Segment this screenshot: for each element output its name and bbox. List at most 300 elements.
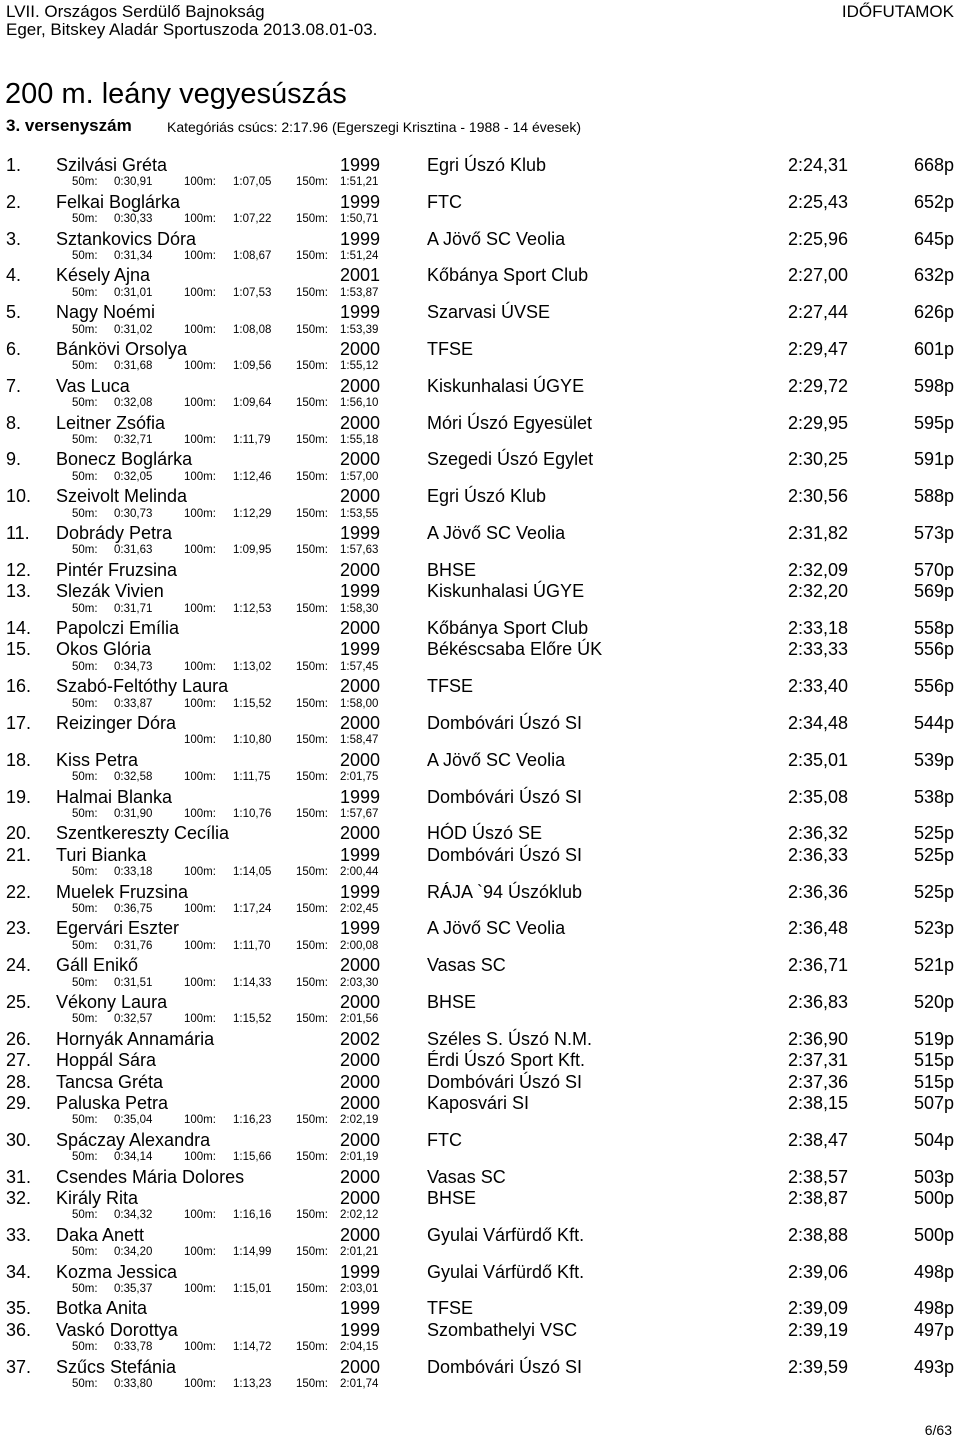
split-label: 150m: — [296, 1114, 328, 1127]
split-value: 2:02,45 — [340, 903, 379, 915]
split-label: 150m: — [296, 1151, 328, 1164]
split-label: 100m: — [184, 544, 216, 557]
points: 503p — [913, 1166, 954, 1187]
swimmer-name: Vas Luca — [56, 375, 130, 396]
swimmer-name: Szilvási Gréta — [56, 155, 168, 175]
result-row — [0, 1188, 960, 1210]
result-time: 2:38,87 — [788, 1188, 849, 1208]
split-label: 150m: — [296, 866, 328, 879]
place: 32. — [6, 1188, 32, 1208]
split-times — [0, 1209, 960, 1224]
split-label: 150m: — [296, 808, 328, 820]
split-value: 1:58,47 — [340, 734, 379, 747]
swimmer-name: Sztankovics Dóra — [56, 228, 197, 249]
birth-year: 1999 — [340, 1319, 381, 1340]
points: 525p — [913, 823, 954, 844]
split-label: 50m: — [72, 397, 98, 410]
result-row — [0, 1262, 960, 1284]
birth-year: 2000 — [340, 823, 381, 844]
points: 668p — [913, 155, 954, 175]
split-label: 100m: — [184, 213, 216, 226]
split-value: 1:12,29 — [233, 507, 272, 520]
result-time: 2:30,25 — [788, 449, 849, 470]
place: 16. — [6, 676, 32, 697]
split-label: 50m: — [72, 771, 98, 784]
split-value: 1:08,67 — [233, 250, 272, 262]
points: 519p — [913, 1028, 954, 1049]
split-label: 150m: — [296, 286, 328, 299]
points: 523p — [913, 918, 954, 939]
swimmer-name: Tancsa Gréta — [56, 1071, 164, 1092]
split-times — [0, 603, 960, 618]
split-label: 50m: — [72, 697, 98, 710]
split-value: 1:07,53 — [233, 286, 272, 299]
split-value: 1:57,67 — [340, 808, 379, 820]
place: 1. — [6, 155, 22, 175]
place: 22. — [6, 881, 32, 902]
split-value: 1:11,75 — [233, 771, 271, 784]
split-value: 1:13,23 — [233, 1378, 272, 1390]
split-times — [0, 508, 960, 523]
points: 588p — [913, 486, 954, 507]
split-label: 50m: — [72, 1283, 98, 1295]
split-label: 50m: — [72, 602, 98, 615]
result-time: 2:37,36 — [788, 1071, 849, 1092]
swimmer-name: Okos Glória — [56, 639, 152, 660]
points: 515p — [913, 1071, 954, 1092]
result-row — [0, 413, 960, 435]
points: 598p — [913, 375, 954, 396]
split-value: 0:34,73 — [114, 660, 153, 673]
points: 538p — [913, 786, 954, 807]
split-times — [0, 1246, 960, 1261]
split-value: 1:58,00 — [340, 697, 379, 710]
split-value: 2:03,01 — [340, 1283, 379, 1295]
birth-year: 2000 — [340, 1071, 381, 1092]
club-name: Dombóvári Úszó SI — [427, 1356, 583, 1377]
split-label: 100m: — [184, 697, 216, 710]
place: 14. — [6, 618, 32, 638]
split-times — [0, 176, 960, 191]
result-time: 2:36,71 — [788, 955, 849, 976]
points: 632p — [913, 265, 954, 286]
points: 498p — [913, 1298, 954, 1319]
club-name: Móri Úszó Egyesület — [427, 412, 593, 433]
result-row — [0, 155, 960, 177]
result-time: 2:35,08 — [788, 786, 849, 807]
place: 20. — [6, 823, 32, 844]
points: 539p — [913, 749, 954, 770]
split-value: 0:30,91 — [114, 176, 153, 189]
split-times — [0, 1341, 960, 1356]
points: 525p — [913, 844, 954, 865]
points: 570p — [913, 559, 954, 580]
birth-year: 2000 — [340, 992, 381, 1012]
split-label: 50m: — [72, 1013, 98, 1026]
split-label: 150m: — [296, 734, 328, 747]
split-label: 100m: — [184, 250, 216, 262]
split-times — [0, 977, 960, 992]
swimmer-name: Csendes Mária Dolores — [56, 1166, 245, 1187]
birth-year: 1999 — [340, 228, 381, 249]
split-value: 0:33,80 — [114, 1378, 153, 1390]
result-time: 2:39,09 — [788, 1298, 849, 1319]
split-times — [0, 866, 960, 881]
birth-year: 2000 — [340, 676, 381, 697]
swimmer-name: Gáll Enikő — [56, 955, 139, 976]
split-label: 100m: — [184, 734, 216, 747]
place: 19. — [6, 786, 32, 807]
split-label: 100m: — [184, 176, 216, 189]
split-label: 100m: — [184, 1209, 216, 1222]
swimmer-name: Kozma Jessica — [56, 1261, 178, 1282]
split-value: 1:17,24 — [233, 903, 272, 915]
split-label: 50m: — [72, 507, 98, 520]
split-value: 0:31,63 — [114, 544, 153, 557]
place: 4. — [6, 265, 22, 286]
place: 37. — [6, 1356, 32, 1377]
split-value: 1:53,39 — [340, 323, 379, 336]
split-value: 2:01,74 — [340, 1378, 379, 1390]
split-times — [0, 1114, 960, 1129]
swimmer-name: Vaskó Dorottya — [56, 1319, 178, 1340]
club-name: BHSE — [427, 559, 477, 580]
split-label: 100m: — [184, 507, 216, 520]
birth-year: 2000 — [340, 412, 381, 433]
split-value: 0:35,37 — [114, 1283, 153, 1295]
swimmer-name: Pintér Fruzsina — [56, 559, 178, 580]
result-time: 2:32,09 — [788, 559, 849, 580]
split-label: 100m: — [184, 1341, 216, 1354]
split-label: 50m: — [72, 544, 98, 557]
result-time: 2:31,82 — [788, 523, 849, 543]
result-time: 2:38,88 — [788, 1224, 849, 1245]
birth-year: 2001 — [340, 265, 381, 286]
result-time: 2:25,43 — [788, 191, 849, 212]
split-label: 100m: — [184, 1283, 216, 1295]
club-name: Gyulai Várfürdő Kft. — [427, 1224, 585, 1245]
birth-year: 2002 — [340, 1028, 381, 1049]
place: 26. — [6, 1028, 32, 1049]
place: 28. — [6, 1071, 32, 1092]
result-time: 2:36,36 — [788, 881, 849, 902]
split-label: 150m: — [296, 660, 328, 673]
birth-year: 2000 — [340, 1224, 381, 1245]
split-value: 2:02,12 — [340, 1209, 379, 1222]
swimmer-name: Felkai Boglárka — [56, 191, 181, 212]
place: 9. — [6, 449, 22, 470]
birth-year: 2000 — [340, 1166, 381, 1187]
split-label: 50m: — [72, 1341, 98, 1354]
split-label: 50m: — [72, 976, 98, 989]
club-name: Kiskunhalasi ÚGYE — [427, 375, 585, 396]
result-row — [0, 560, 960, 582]
split-times — [0, 1013, 960, 1028]
result-row — [0, 918, 960, 940]
split-value: 0:32,57 — [114, 1013, 153, 1026]
split-label: 100m: — [184, 434, 216, 446]
birth-year: 2000 — [340, 449, 381, 470]
competition-title: LVII. Országos Serdülő Bajnokság — [6, 2, 265, 21]
birth-year: 1999 — [340, 786, 381, 807]
swimmer-name: Egervári Eszter — [56, 918, 180, 939]
club-name: BHSE — [427, 992, 477, 1012]
split-label: 150m: — [296, 397, 328, 410]
split-label: 150m: — [296, 1283, 328, 1295]
split-value: 2:00,08 — [340, 939, 379, 952]
place: 31. — [6, 1166, 32, 1187]
split-value: 0:31,90 — [114, 808, 153, 820]
birth-year: 2000 — [340, 713, 381, 733]
split-times — [0, 771, 960, 786]
club-name: Kőbánya Sport Club — [427, 265, 589, 286]
club-name: A Jövő SC Veolia — [427, 918, 566, 939]
birth-year: 1999 — [340, 523, 381, 543]
split-times — [0, 734, 960, 749]
points: 521p — [913, 955, 954, 976]
split-value: 0:33,78 — [114, 1341, 153, 1354]
result-row — [0, 1130, 960, 1152]
split-value: 2:00,44 — [340, 866, 379, 879]
category-record: Kategóriás csúcs: 2:17.96 (Egerszegi Krisztina - 1988 - 14 évesek) — [167, 119, 581, 135]
result-row — [0, 639, 960, 661]
points: 556p — [913, 639, 954, 660]
result-time: 2:35,01 — [788, 749, 849, 770]
split-times — [0, 250, 960, 265]
result-time: 2:29,95 — [788, 412, 849, 433]
result-row — [0, 1357, 960, 1379]
swimmer-name: Nagy Noémi — [56, 302, 156, 323]
split-value: 1:57,45 — [340, 660, 379, 673]
split-times — [0, 903, 960, 918]
split-value: 0:31,34 — [114, 250, 153, 262]
split-value: 0:34,32 — [114, 1209, 153, 1222]
points: 573p — [913, 523, 954, 543]
points: 556p — [913, 676, 954, 697]
club-name: Vasas SC — [427, 955, 506, 976]
swimmer-name: Szeivolt Melinda — [56, 486, 188, 507]
swimmer-name: Paluska Petra — [56, 1093, 169, 1113]
split-times — [0, 940, 960, 955]
result-row — [0, 787, 960, 809]
points: 601p — [913, 339, 954, 359]
swimmer-name: Késely Ajna — [56, 265, 151, 286]
split-label: 150m: — [296, 213, 328, 226]
split-value: 2:01,75 — [340, 771, 379, 784]
club-name: Vasas SC — [427, 1166, 506, 1187]
result-time: 2:36,32 — [788, 823, 849, 844]
points: 591p — [913, 449, 954, 470]
result-time: 2:34,48 — [788, 713, 849, 733]
split-value: 2:01,56 — [340, 1013, 379, 1026]
swimmer-name: Papolczi Emília — [56, 618, 180, 638]
club-name: Dombóvári Úszó SI — [427, 786, 583, 807]
club-name: A Jövő SC Veolia — [427, 523, 566, 543]
points: 626p — [913, 302, 954, 323]
split-label: 50m: — [72, 323, 98, 336]
swimmer-name: Reizinger Dóra — [56, 713, 177, 733]
birth-year: 1999 — [340, 881, 381, 902]
split-label: 100m: — [184, 286, 216, 299]
birth-year: 2000 — [340, 1050, 381, 1071]
heats-label: IDŐFUTAMOK — [841, 2, 954, 21]
points: 595p — [913, 412, 954, 433]
result-time: 2:39,59 — [788, 1356, 849, 1377]
split-value: 1:09,56 — [233, 360, 272, 373]
split-label: 100m: — [184, 976, 216, 989]
birth-year: 2000 — [340, 1356, 381, 1377]
place: 24. — [6, 955, 32, 976]
split-label: 150m: — [296, 1013, 328, 1026]
split-label: 100m: — [184, 939, 216, 952]
page-number: 6/63 — [924, 1422, 952, 1438]
result-time: 2:38,15 — [788, 1093, 849, 1113]
split-value: 2:01,19 — [340, 1151, 379, 1164]
points: 500p — [913, 1224, 954, 1245]
result-row — [0, 449, 960, 471]
split-label: 100m: — [184, 1246, 216, 1259]
split-value: 1:58,30 — [340, 602, 379, 615]
result-row — [0, 581, 960, 603]
split-label: 150m: — [296, 434, 328, 446]
club-name: Egri Úszó Klub — [427, 486, 547, 507]
result-time: 2:37,31 — [788, 1050, 849, 1071]
swimmer-name: Halmai Blanka — [56, 786, 173, 807]
split-label: 50m: — [72, 903, 98, 915]
split-label: 50m: — [72, 213, 98, 226]
place: 3. — [6, 228, 22, 249]
club-name: Békéscsaba Előre ÚK — [427, 639, 603, 660]
split-label: 50m: — [72, 1151, 98, 1164]
birth-year: 2000 — [340, 1188, 381, 1208]
swimmer-name: Turi Bianka — [56, 844, 147, 865]
split-label: 50m: — [72, 1246, 98, 1259]
result-row — [0, 229, 960, 251]
split-label: 150m: — [296, 360, 328, 373]
split-label: 150m: — [296, 976, 328, 989]
result-time: 2:36,33 — [788, 844, 849, 865]
swimmer-name: Bonecz Boglárka — [56, 449, 193, 470]
split-value: 1:15,52 — [233, 1013, 272, 1026]
points: 498p — [913, 1261, 954, 1282]
birth-year: 1999 — [340, 1298, 381, 1319]
club-name: TFSE — [427, 1298, 474, 1319]
points: 544p — [913, 713, 954, 733]
club-name: FTC — [427, 1129, 462, 1150]
split-times — [0, 808, 960, 823]
swimmer-name: Slezák Vivien — [56, 581, 164, 602]
result-row — [0, 1320, 960, 1342]
split-label: 100m: — [184, 323, 216, 336]
event-number: 3. versenyszám — [6, 116, 132, 135]
split-label: 100m: — [184, 397, 216, 410]
split-times — [0, 471, 960, 486]
club-name: A Jövő SC Veolia — [427, 749, 566, 770]
points: 507p — [913, 1093, 954, 1113]
place: 13. — [6, 581, 32, 602]
split-value: 1:12,46 — [233, 470, 272, 483]
birth-year: 1999 — [340, 155, 381, 175]
place: 21. — [6, 844, 32, 865]
result-row — [0, 376, 960, 398]
split-value: 0:34,14 — [114, 1151, 153, 1164]
birth-year: 1999 — [340, 191, 381, 212]
split-value: 1:12,53 — [233, 602, 272, 615]
result-row — [0, 486, 960, 508]
result-row — [0, 955, 960, 977]
birth-year: 1999 — [340, 639, 381, 660]
split-value: 0:31,51 — [114, 976, 153, 989]
split-value: 1:53,87 — [340, 286, 379, 299]
result-time: 2:27,44 — [788, 302, 849, 323]
split-label: 50m: — [72, 1114, 98, 1127]
result-row — [0, 676, 960, 698]
result-time: 2:36,90 — [788, 1028, 849, 1049]
result-row — [0, 1167, 960, 1189]
split-value: 1:57,00 — [340, 470, 379, 483]
result-row — [0, 1225, 960, 1247]
split-times — [0, 698, 960, 713]
result-row — [0, 845, 960, 867]
split-label: 100m: — [184, 866, 216, 879]
result-row — [0, 713, 960, 735]
split-label: 100m: — [184, 771, 216, 784]
split-label: 50m: — [72, 470, 98, 483]
birth-year: 1999 — [340, 581, 381, 602]
split-value: 1:15,01 — [233, 1283, 272, 1295]
split-value: 1:11,70 — [233, 939, 271, 952]
swimmer-name: Szűcs Stefánia — [56, 1356, 177, 1377]
place: 25. — [6, 992, 32, 1012]
split-times — [0, 1378, 960, 1393]
split-value: 0:31,76 — [114, 939, 153, 952]
club-name: Gyulai Várfürdő Kft. — [427, 1261, 585, 1282]
result-time: 2:33,40 — [788, 676, 849, 697]
split-label: 50m: — [72, 939, 98, 952]
split-label: 150m: — [296, 939, 328, 952]
result-row — [0, 302, 960, 324]
split-value: 0:31,68 — [114, 360, 153, 373]
split-times — [0, 360, 960, 375]
split-value: 0:33,87 — [114, 697, 153, 710]
split-times — [0, 1151, 960, 1166]
result-time: 2:30,56 — [788, 486, 849, 507]
place: 23. — [6, 918, 32, 939]
points: 497p — [913, 1319, 954, 1340]
club-name: Széles S. Úszó N.M. — [427, 1028, 593, 1049]
split-label: 100m: — [184, 808, 216, 820]
split-value: 0:32,08 — [114, 397, 153, 410]
split-value: 1:15,52 — [233, 697, 272, 710]
result-time: 2:33,33 — [788, 639, 849, 660]
split-label: 50m: — [72, 286, 98, 299]
split-label: 100m: — [184, 1378, 216, 1390]
club-name: A Jövő SC Veolia — [427, 228, 566, 249]
club-name: Dombóvári Úszó SI — [427, 1071, 583, 1092]
result-row — [0, 1029, 960, 1051]
club-name: Kőbánya Sport Club — [427, 618, 589, 638]
birth-year: 2000 — [340, 375, 381, 396]
split-value: 0:30,33 — [114, 213, 153, 226]
result-row — [0, 192, 960, 214]
result-row — [0, 265, 960, 287]
swimmer-name: Leitner Zsófia — [56, 412, 166, 433]
split-value: 2:02,19 — [340, 1114, 379, 1127]
swimmer-name: Hornyák Annamária — [56, 1028, 215, 1049]
split-value: 1:14,05 — [233, 866, 272, 879]
split-value: 2:01,21 — [340, 1246, 379, 1259]
place: 10. — [6, 486, 32, 507]
